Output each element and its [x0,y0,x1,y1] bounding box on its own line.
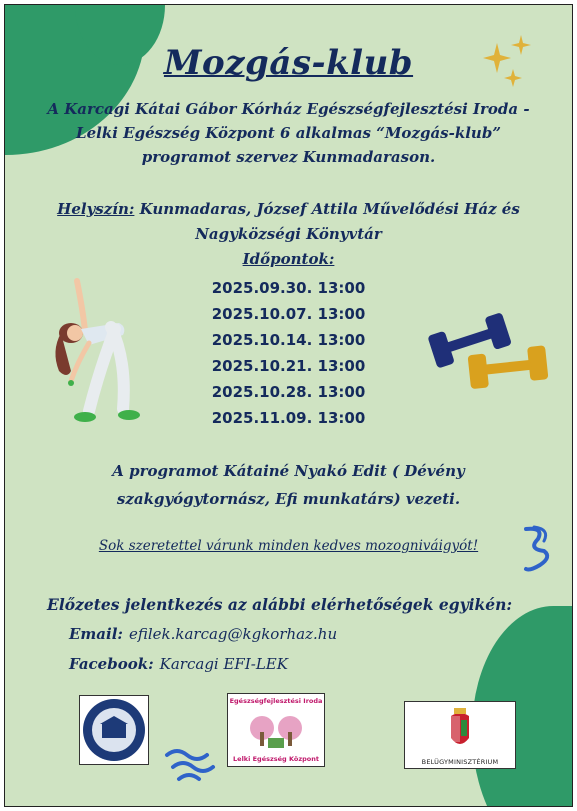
hospital-seal-logo [79,695,149,765]
date-item: 2025.10.28. 13:00 [211,383,366,401]
date-item: 2025.10.14. 13:00 [211,331,366,349]
email-link[interactable]: efilek.karcag@kgkorhaz.hu [128,625,338,643]
ministry-logo-text: BELÜGYMINISZTÉRIUM [421,758,499,766]
efi-logo-bottom-text: Lelki Egészség Központ [233,755,319,763]
dumbbell-icon [425,305,555,395]
facebook-link[interactable]: Karcagi EFI-LEK [159,655,288,673]
dates-label: Időpontok: [242,250,335,268]
signup-text: Előzetes jelentkezés az alábbi elérhetőségek egyikén: [47,595,513,614]
intro-text: A Karcagi Kátai Gábor Kórház Egészségfejlesztési Iroda - Lelki Egészség Központ 6 alkalmas “Mozgás-klub” programot szervez Kunmadarason. [47,100,530,166]
wave-squiggle-icon [518,523,554,575]
woman-stretching-illustration [49,271,159,431]
email-row [69,625,337,643]
date-item: 2025.09.30. 13:00 [211,279,366,297]
ministry-logo [404,701,516,769]
venue-text [5,197,572,247]
welcome-text: Sok szeretettel várunk minden kedves mozogniváigyót! [98,538,479,554]
efi-logo-top-text: Egészségfejlesztési Iroda [229,697,323,705]
date-item: 2025.10.21. 13:00 [211,357,366,375]
date-item: 2025.11.09. 13:00 [211,409,366,427]
facebook-label: Facebook: [69,655,154,673]
leader-text: A programot Kátainé Nyakó Edit ( Dévény szakgyógytornász, Efi munkatárs) vezeti. [112,462,465,508]
wave-squiggle-icon [163,745,219,785]
page-title: Mozgás-klub [163,43,414,83]
venue-label: Helyszín: [57,200,135,218]
date-item: 2025.10.07. 13:00 [211,305,366,323]
efi-office-logo [227,693,325,767]
poster [4,4,573,807]
email-label: Email: [69,625,123,643]
venue-value: Kunmadaras, József Attila Művelődési Ház és Nagyközségi Könyvtár [134,200,520,243]
facebook-row [69,655,288,673]
